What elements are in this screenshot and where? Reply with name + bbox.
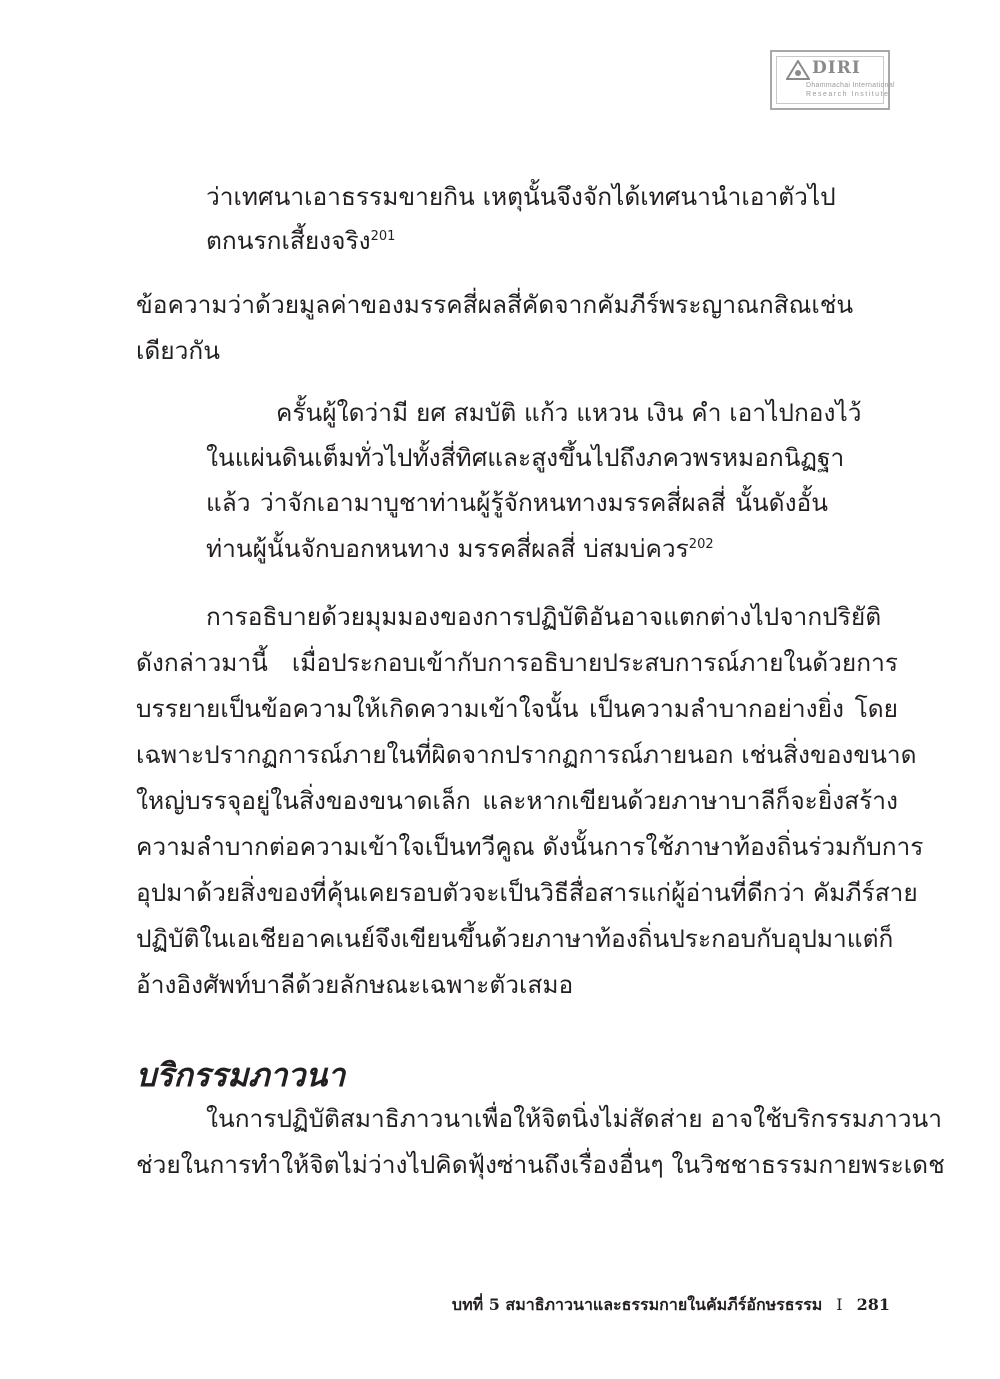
paragraph1-line7: อุปมาด้วยสิ่งของที่คุ้นเคยรอบตัวจะเป็นวิธีสื่อสารแก่ผู้อ่านที่ดีกว่า คัมภีร์สาย <box>136 878 918 907</box>
footnote-ref-201[interactable]: 201 <box>370 228 396 244</box>
paragraph1-line9: อ้างอิงศัพท์บาลีด้วยลักษณะเฉพาะตัวเสมอ <box>136 970 574 999</box>
footer-chapter-title: บทที่ 5 สมาธิภาวนาและธรรมกายในคัมภีร์อักษรธรรม <box>451 1295 823 1314</box>
quote2-line1: ครั้นผู้ใดว่ามี ยศ สมบัติ แก้ว แหวน เงิน คำ เอาไปกองไว้ <box>276 398 862 427</box>
intro-line2: เดียวกัน <box>136 336 220 365</box>
quote1-line2-text: ตกนรกเสี้ยงจริง <box>206 226 371 255</box>
section-heading: บริกรรมภาวนา <box>136 1056 346 1094</box>
paragraph2-line1: ในการปฏิบัติสมาธิภาวนาเพื่อให้จิตนิ่งไม่สัดส่าย อาจใช้บริกรรมภาวนา <box>206 1104 943 1133</box>
quote2-line4-text: ท่านผู้นั้นจักบอกหนทาง มรรคสี่ผลสี่ บ่สมบ่ควร <box>206 534 689 563</box>
quote1-line1: ว่าเทศนาเอาธรรมขายกิน เหตุนั้นจึงจักได้เทศนานำเอาตัวไป <box>206 182 836 211</box>
paragraph1-line6: ความลำบากต่อความเข้าใจเป็นทวีคูณ ดังนั้นการใช้ภาษาท้องถิ่นร่วมกับการ <box>136 832 924 861</box>
paragraph1-line1: การอธิบายด้วยมุมมองของการปฏิบัติอันอาจแตกต่างไปจากปริยัติ <box>206 602 882 631</box>
diri-logo <box>770 50 895 110</box>
paragraph1-line4: เฉพาะปรากฏการณ์ภายในที่ผิดจากปรากฏการณ์ภายนอก เช่นสิ่งของขนาด <box>136 740 917 769</box>
quote2-line3: แล้ว ว่าจักเอามาบูชาท่านผู้รู้จักหนทางมรรคสี่ผลสี่ นั้นดังอั้น <box>206 488 828 517</box>
logo-subtitle-1: Dhammachai International <box>806 82 895 89</box>
footer-separator: I <box>836 1295 843 1314</box>
quote1-line2 <box>206 226 395 256</box>
paragraph2-line2: ช่วยในการทำให้จิตไม่ว่างไปคิดฟุ้งซ่านถึงเรื่องอื่นๆ ในวิชชาธรรมกายพระเดช <box>136 1150 945 1179</box>
paragraph1-line3: บรรยายเป็นข้อความให้เกิดความเข้าใจนั้น เป็นความลำบากอย่างยิ่ง โดย <box>136 694 898 723</box>
page-footer <box>452 1293 890 1318</box>
quote2-line2: ในแผ่นดินเต็มทั่วไปทั้งสี่ทิศและสูงขึ้นไปถึงภควพรหมอกนิฏฐา <box>206 443 845 472</box>
quote2-line4 <box>206 534 714 564</box>
logo-name: DIRI <box>812 58 861 78</box>
paragraph1-line5: ใหญ่บรรจุอยู่ในสิ่งของขนาดเล็ก และหากเขียนด้วยภาษาบาลีก็จะยิ่งสร้าง <box>136 786 898 815</box>
page-number: 281 <box>856 1295 890 1314</box>
logo-subtitle-2: Research Institute <box>806 91 890 98</box>
paragraph1-line2: ดังกล่าวมานี้ เมื่อประกอบเข้ากับการอธิบายประสบการณ์ภายในด้วยการ <box>136 648 898 677</box>
intro-line1: ข้อความว่าด้วยมูลค่าของมรรคสี่ผลสี่คัดจากคัมภีร์พระญาณกสิณเช่น <box>136 290 854 319</box>
triangle-logo-icon <box>786 60 810 80</box>
paragraph1-line8: ปฏิบัติในเอเชียอาคเนย์จึงเขียนขึ้นด้วยภาษาท้องถิ่นประกอบกับอุปมาแต่ก็ <box>136 924 894 953</box>
footnote-ref-202[interactable]: 202 <box>688 536 714 552</box>
